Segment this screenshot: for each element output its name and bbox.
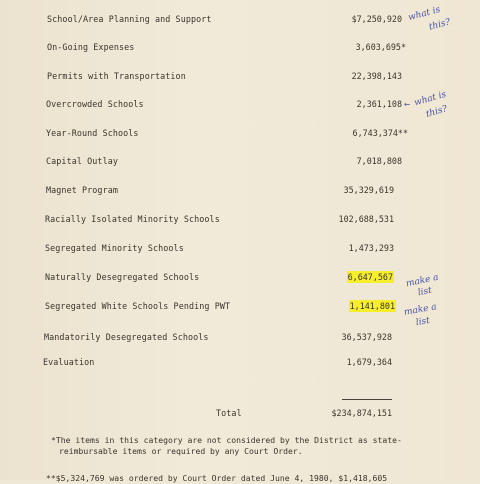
handwritten-note: this? — [424, 104, 449, 120]
arrow-icon: ← — [404, 99, 411, 110]
handwritten-note: list — [415, 315, 431, 329]
footnote-line: *The items in this category are not considered by the District as state- — [51, 435, 402, 445]
item-label: Capital Outlay — [46, 156, 118, 166]
item-label: Permits with Transportation — [47, 71, 186, 81]
footnote-line: **$5,324,769 was ordered by Court Order dated June 4, 1980, $1,418,605 — [46, 473, 388, 483]
list-item — [0, 154, 480, 168]
list-item — [0, 126, 480, 140]
list-item — [0, 330, 480, 344]
handwritten-note: make a — [403, 302, 438, 318]
handwritten-note: list — [417, 285, 433, 299]
item-label: Naturally Desegregated Schools — [45, 272, 200, 282]
list-item — [0, 40, 480, 54]
list-item — [0, 69, 480, 83]
item-amount: 35,329,619 — [343, 185, 394, 195]
item-amount — [349, 299, 396, 313]
item-label: Overcrowded Schools — [46, 99, 144, 109]
list-item — [0, 241, 480, 255]
total-amount: $234,874,151 — [331, 408, 392, 418]
handwritten-note: what is — [413, 89, 448, 109]
item-amount: 22,398,143 — [351, 71, 402, 81]
total-label: Total — [216, 408, 242, 418]
list-item — [0, 355, 480, 369]
item-label: Racially Isolated Minority Schools — [45, 214, 220, 224]
item-amount — [347, 270, 394, 284]
handwritten-note: this? — [427, 17, 452, 33]
item-amount: 1,473,293 — [348, 243, 394, 253]
item-label: School/Area Planning and Support — [47, 14, 212, 24]
item-amount: 6,743,374** — [352, 128, 408, 138]
item-amount: 3,603,695* — [355, 42, 406, 52]
handwritten-note: what is — [407, 4, 442, 24]
item-label: Segregated White Schools Pending PWT — [45, 301, 231, 311]
list-item — [0, 183, 480, 197]
item-amount: 2,361,108 — [356, 99, 402, 109]
item-amount: 102,688,531 — [338, 214, 394, 224]
item-label: Evaluation — [43, 357, 95, 367]
item-label: Segregated Minority Schools — [45, 243, 184, 253]
item-label: Magnet Program — [46, 185, 118, 195]
total-rule — [342, 399, 392, 400]
item-label: On-Going Expenses — [47, 42, 135, 52]
handwritten-note: make a — [405, 272, 440, 290]
item-label: Year-Round Schools — [46, 128, 139, 138]
item-amount: $7,250,920 — [351, 14, 402, 24]
item-amount: 1,679,364 — [346, 357, 392, 367]
total-row — [0, 406, 480, 420]
item-amount: 7,018,808 — [356, 156, 402, 166]
highlighted-amount: 1,141,801 — [349, 301, 395, 311]
item-amount: 36,537,928 — [341, 332, 392, 342]
footnote-line: reimbursable items or required by any Court Order. — [59, 446, 303, 456]
list-item — [0, 212, 480, 226]
item-label: Mandatorily Desegregated Schools — [44, 332, 209, 342]
highlighted-amount: 6,647,567 — [347, 272, 393, 282]
